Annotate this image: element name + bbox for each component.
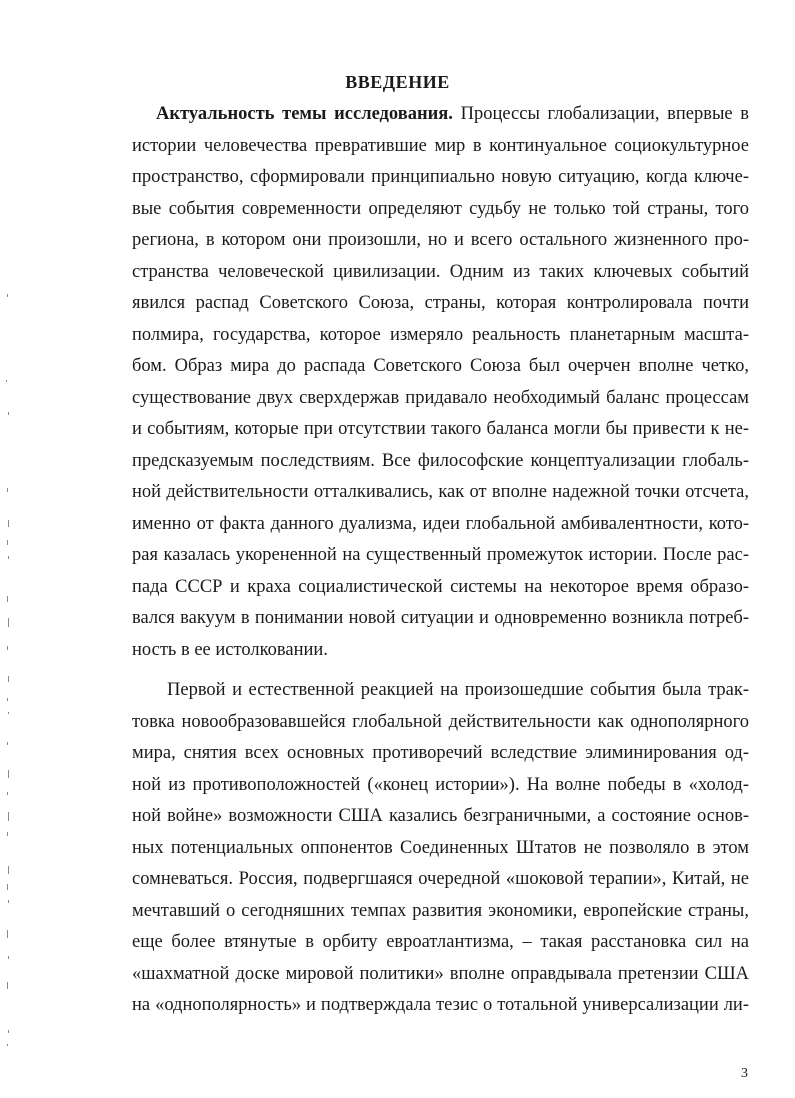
paragraph-1-line: явился распад Советского Союза, страны, которая контролировала почти xyxy=(132,293,749,313)
paragraph-1-line: полмира, государства, которое измеряло реальность планетарным масшта- xyxy=(132,324,749,345)
paragraph-1-line: ной действительности отталкивались, как от вполне надежной точки отсчета, xyxy=(132,482,749,502)
paragraph-1-line: рая казалась укорененной на существенный промежуток истории. После рас- xyxy=(132,545,749,565)
paragraph-1-line: предсказуемым последствиям. Все философские концептуализации глобаль- xyxy=(132,450,749,471)
paragraph-2-line: еще более втянутые в орбиту евроатлантизма, – такая расстановка сил на xyxy=(132,932,749,952)
paragraph-1-line-1 xyxy=(132,99,749,131)
paragraph-1-line: существование двух сверхдержав придавало необходимый баланс процессам xyxy=(132,387,749,408)
paragraph-2-line: «шахматной доске мировой политики» вполне оправдывала претензии США xyxy=(132,963,749,984)
paragraph-1-line: истории человечества превратившие мир в континуальное социокультурное xyxy=(132,135,749,156)
paragraph-2-line: на «однополярность» и подтверждала тезис о тотальной универсализации ли- xyxy=(132,995,749,1015)
paragraph-1-line: странства человеческой цивилизации. Одним из таких ключевых событий xyxy=(132,261,749,282)
paragraph-1-line: и событиям, которые при отсутствии такого баланса могли бы привести к не- xyxy=(132,419,749,439)
paragraph-1-line: региона, в котором они произошли, но и всего остального жизненного про- xyxy=(132,230,749,250)
paragraph-2-line: ной войне» возможности США казались безграничными, а состояние основ- xyxy=(132,806,749,826)
paragraph-2-line: мечтавший о сегодняшних темпах развития экономики, европейские страны, xyxy=(132,900,749,921)
paragraph-1-line: пада СССР и краха социалистической системы на некоторое время образо- xyxy=(132,576,749,597)
paragraph-1-line: бом. Образ мира до распада Советского Союза был очерчен вполне четко, xyxy=(132,356,749,376)
scan-margin-specks xyxy=(0,0,20,1098)
paragraph-2-line: мира, снятия всех основных противоречий вследствие элиминирования од- xyxy=(132,743,749,763)
body-text xyxy=(132,99,749,1022)
paragraph-2-line-1: Первой и естественной реакцией на произошедшие события была трак- xyxy=(167,680,749,700)
paragraph-1-line: именно от факта данного дуализма, идеи глобальной амбивалентности, кото- xyxy=(132,513,749,534)
paragraph-2-line: сомневаться. Россия, подвергшаяся очередной «шоковой терапии», Китай, не xyxy=(132,869,749,889)
paragraph-2-line: ной из противоположностей («конец истории»). На волне победы в «холод- xyxy=(132,774,749,795)
paragraph-2-line: ных потенциальных оппонентов Соединенных Штатов не позволяло в этом xyxy=(132,837,749,858)
paragraph-1-line: вые события современности определяют судьбу не только той страны, того xyxy=(132,198,749,219)
paragraph-1-line-last: ность в ее истолковании. xyxy=(132,639,328,660)
paragraph-2-line: товка новообразовавшейся глобальной действительности как однополярного xyxy=(132,711,749,732)
lead-bold-text: Актуальность темы исследования. xyxy=(156,104,453,124)
lead-rest-text: Процессы глобализации, впервые в xyxy=(452,104,750,124)
paragraph-1-line: вался вакуум в понимании новой ситуации и одновременно возникла потреб- xyxy=(132,608,749,628)
page-number: 3 xyxy=(741,1066,748,1081)
paragraph-1-line: пространство, сформировали принципиально новую ситуацию, когда ключе- xyxy=(132,167,749,187)
page-heading: ВВЕДЕНИЕ xyxy=(345,72,450,92)
